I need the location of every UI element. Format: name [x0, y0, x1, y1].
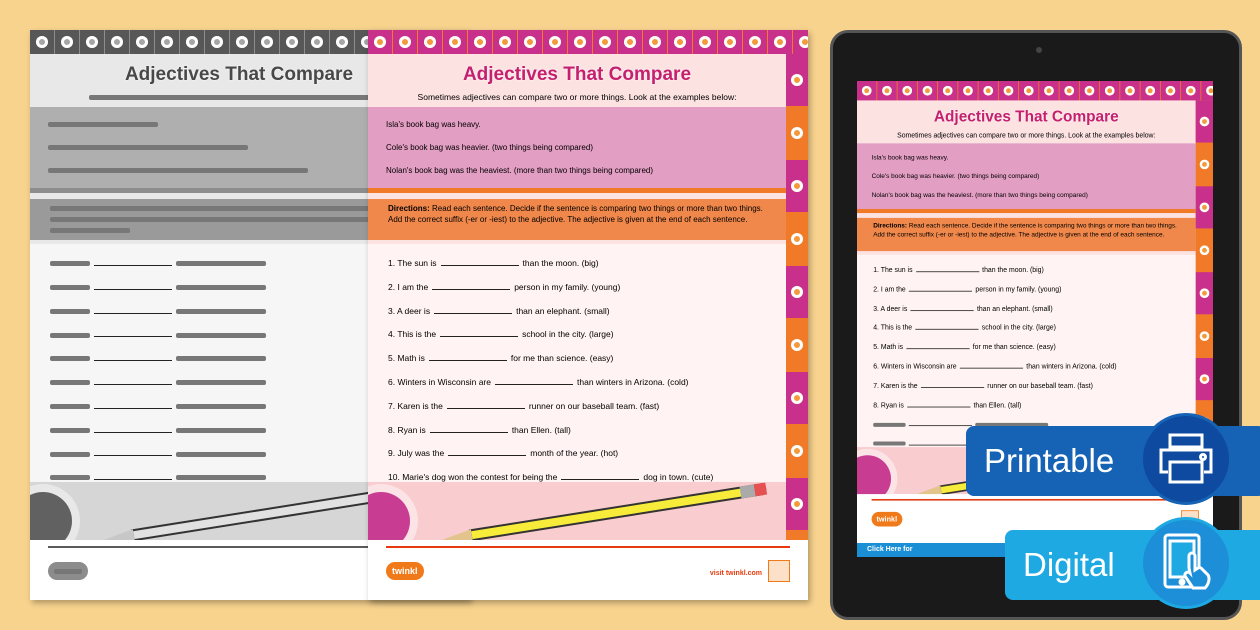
sun-tile: [1019, 81, 1038, 100]
tablet-touch-icon: [1140, 517, 1232, 609]
sun-tile: [30, 30, 54, 54]
sun-tile: [593, 30, 617, 54]
question-item: [873, 261, 1179, 280]
sun-tile: [1141, 81, 1160, 100]
answer-blank[interactable]: [960, 362, 1023, 368]
text-line-placeholder: [50, 404, 90, 409]
sun-tile: [443, 30, 467, 54]
sun-tile: [786, 213, 808, 265]
text-line-placeholder: [50, 309, 90, 314]
sun-tile: [786, 266, 808, 318]
twinkl-logo: twinkl: [386, 562, 424, 580]
sun-tile: [280, 30, 304, 54]
question-item: [388, 419, 766, 443]
text-line-placeholder: [48, 122, 158, 127]
text-line-placeholder: [176, 380, 266, 385]
question-item: [388, 395, 766, 419]
top-border: [368, 30, 808, 54]
question-number: 4.: [388, 329, 396, 340]
question-number: 10.: [388, 472, 400, 483]
question-after: dog in town. (cute): [643, 472, 714, 483]
question-after: than winters in Arizona. (cold): [577, 376, 689, 387]
answer-blank[interactable]: [94, 472, 172, 480]
question-before: Winters in Wisconsin are: [397, 376, 491, 387]
text-line-placeholder: [50, 333, 90, 338]
question-before: The sun is: [880, 265, 913, 274]
question-before: I am the: [880, 284, 906, 294]
sun-tile: [55, 30, 79, 54]
answer-blank[interactable]: [94, 377, 172, 385]
text-line-placeholder: [176, 309, 266, 314]
sun-tile: [1201, 81, 1213, 100]
text-line-placeholder: [48, 168, 308, 173]
text-line-placeholder: [176, 261, 266, 266]
text-line-placeholder: [176, 428, 266, 433]
printer-icon: [1140, 413, 1232, 505]
sun-tile: [786, 54, 808, 106]
worksheet-intro: Sometimes adjectives can compare two or more things. Look at the examples below:: [897, 131, 1156, 140]
answer-blank[interactable]: [921, 381, 984, 387]
text-line-placeholder: [176, 285, 266, 290]
text-line-placeholder: [176, 404, 266, 409]
worksheet-title: Adjectives That Compare: [124, 64, 354, 85]
answer-blank[interactable]: [94, 425, 172, 433]
question-item: [873, 299, 1179, 318]
sun-tile: [786, 319, 808, 371]
directions-box: [368, 199, 786, 244]
directions-label: Directions:: [873, 221, 908, 230]
sun-tile: [618, 30, 642, 54]
footer-art: [368, 482, 786, 540]
text-line-placeholder: [50, 228, 130, 233]
answer-blank[interactable]: [434, 306, 512, 314]
sun-tile: [999, 81, 1018, 100]
answer-blank[interactable]: [909, 420, 972, 426]
answer-blank[interactable]: [906, 343, 969, 349]
worksheet-intro: Sometimes adjectives can compare two or more things. Look at the examples below:: [417, 92, 737, 102]
question-number: 7.: [873, 381, 879, 390]
sun-tile: [1196, 358, 1213, 400]
quality-stamp-icon: [768, 560, 790, 582]
sun-tile: [518, 30, 542, 54]
question-after: person in my family. (young): [975, 284, 1062, 294]
text-line-placeholder: [176, 452, 266, 457]
pencil-icon: [469, 483, 767, 542]
sun-tile: [1196, 272, 1213, 314]
example-sentence: Isla's book bag was heavy.: [386, 120, 481, 129]
question-item: [873, 376, 1179, 395]
sun-tile: [898, 81, 917, 100]
question-before: Winters in Wisconsin are: [880, 362, 957, 371]
answer-blank[interactable]: [916, 266, 979, 272]
answer-blank[interactable]: [94, 448, 172, 456]
digital-label: Digital: [1023, 546, 1115, 583]
text-line-placeholder: [50, 428, 90, 433]
question-after: month of the year. (hot): [530, 448, 619, 459]
example-sentence: Nolan's book bag was the heaviest. (more than two things being compared): [871, 191, 1088, 199]
click-here-bar[interactable]: Click Here for: [857, 543, 1213, 557]
sun-tile: [543, 30, 567, 54]
camera-icon: [1036, 47, 1042, 53]
text-line-placeholder: [54, 569, 82, 574]
answer-blank[interactable]: [432, 282, 510, 290]
visit-link[interactable]: visit twinkl.com: [709, 570, 762, 577]
question-number: 3.: [873, 304, 879, 313]
question-list: [368, 244, 786, 498]
question-item: [388, 276, 766, 300]
sun-tile: [768, 30, 792, 54]
question-after: runner on our baseball team. (fast): [528, 400, 660, 411]
sun-tile: [330, 30, 354, 54]
question-number: 7.: [388, 400, 396, 411]
sun-tile: [1039, 81, 1058, 100]
question-number: 6.: [388, 376, 396, 387]
question-number: 2.: [388, 281, 396, 292]
directions-box: [857, 218, 1196, 254]
sun-tile: [1196, 100, 1213, 142]
worksheet-body: [368, 54, 786, 540]
text-line-placeholder: [50, 380, 90, 385]
sun-tile: [418, 30, 442, 54]
sun-tile: [786, 478, 808, 530]
question-before: Math is: [397, 353, 425, 364]
answer-blank[interactable]: [94, 282, 172, 290]
sun-tile: [368, 30, 392, 54]
sun-tile: [1196, 143, 1213, 185]
question-after: runner on our baseball team. (fast): [987, 381, 1093, 390]
divider: [386, 546, 790, 548]
question-item: [873, 280, 1179, 299]
sun-tile: [1196, 315, 1213, 357]
question-before: A deer is: [880, 304, 908, 313]
sun-tile: [668, 30, 692, 54]
sun-tile: [105, 30, 129, 54]
question-item: [388, 300, 766, 324]
question-after: than winters in Arizona. (cold): [1026, 362, 1117, 371]
sun-tile: [786, 425, 808, 477]
examples-box: [857, 143, 1196, 213]
answer-blank[interactable]: [447, 401, 525, 409]
sun-tile: [793, 30, 808, 54]
sun-tile: [938, 81, 957, 100]
sun-tile: [786, 107, 808, 159]
right-border: [786, 54, 808, 540]
answer-blank[interactable]: [561, 472, 639, 480]
sun-tile: [180, 30, 204, 54]
sun-tile: [786, 160, 808, 212]
sun-tile: [1161, 81, 1180, 100]
answer-blank[interactable]: [94, 329, 172, 337]
question-after: than an elephant. (small): [976, 304, 1053, 313]
answer-blank[interactable]: [909, 439, 972, 445]
sun-tile: [1181, 81, 1200, 100]
question-item: [388, 323, 766, 347]
sun-tile: [1080, 81, 1099, 100]
text-line-placeholder: [50, 217, 410, 222]
sun-tile: [155, 30, 179, 54]
sun-tile: [1060, 81, 1079, 100]
question-number: 1.: [388, 258, 396, 268]
question-after: than Ellen. (tall): [973, 400, 1022, 409]
question-after: person in my family. (young): [514, 281, 621, 292]
answer-blank[interactable]: [441, 258, 519, 266]
question-after: school in the city. (large): [522, 329, 614, 340]
sun-tile: [1196, 229, 1213, 271]
text-line-placeholder: [873, 423, 905, 427]
question-after: than Ellen. (tall): [511, 424, 571, 435]
question-number: 5.: [388, 353, 396, 364]
sun-tile: [979, 81, 998, 100]
sun-tile: [857, 81, 876, 100]
answer-blank[interactable]: [909, 285, 972, 291]
question-before: July was the: [397, 448, 445, 459]
text-line-placeholder: [873, 442, 905, 446]
question-before: Ryan is: [880, 400, 904, 409]
question-after: for me than science. (easy): [510, 353, 614, 364]
example-sentence: Nolan's book bag was the heaviest. (more than two things being compared): [386, 166, 654, 175]
question-before: Ryan is: [397, 424, 426, 435]
answer-blank[interactable]: [94, 306, 172, 314]
question-item: [388, 371, 766, 395]
question-before: The sun is: [397, 258, 437, 268]
examples-box: [368, 107, 786, 193]
question-after: than the moon. (big): [522, 258, 599, 268]
answer-blank[interactable]: [430, 425, 508, 433]
question-number: 8.: [388, 424, 396, 435]
question-before: A deer is: [397, 305, 431, 316]
sun-tile: [877, 81, 896, 100]
text-line-placeholder: [176, 475, 266, 480]
question-before: This is the: [880, 323, 913, 332]
sun-tile: [718, 30, 742, 54]
answer-blank[interactable]: [911, 304, 974, 310]
sun-tile: [1120, 81, 1139, 100]
sun-tile: [130, 30, 154, 54]
question-number: 5.: [873, 342, 879, 351]
answer-blank[interactable]: [495, 377, 573, 385]
question-item: [873, 396, 1179, 415]
sun-tile: [918, 81, 937, 100]
answer-blank[interactable]: [907, 401, 970, 407]
twinkl-logo: twinkl: [872, 512, 902, 527]
sun-tile: [958, 81, 977, 100]
sun-tile: [1196, 186, 1213, 228]
sun-tile: [305, 30, 329, 54]
sun-tile: [468, 30, 492, 54]
example-sentence: Isla's book bag was heavy.: [871, 153, 949, 162]
question-number: 8.: [873, 400, 879, 409]
text-line-placeholder: [50, 475, 90, 480]
sun-tile: [1100, 81, 1119, 100]
text-line-placeholder: [50, 356, 90, 361]
question-before: I am the: [397, 281, 429, 292]
question-item: [873, 357, 1179, 376]
twinkl-logo: [48, 562, 88, 580]
question-after: than the moon. (big): [982, 265, 1044, 274]
sun-tile: [693, 30, 717, 54]
answer-blank[interactable]: [94, 401, 172, 409]
directions-text: Read each sentence. Decide if the sentence is comparing two things or more than two things. Add the correct suffix (-er or -iest) to the adjective. The adjective is given at the end of each sentence.: [388, 204, 763, 224]
sun-tile: [743, 30, 767, 54]
text-line-placeholder: [48, 145, 248, 150]
worksheet-title: Adjectives That Compare: [933, 108, 1119, 126]
question-item: [388, 442, 766, 466]
question-number: 2.: [873, 284, 879, 294]
sun-tile: [393, 30, 417, 54]
question-before: Karen is the: [397, 400, 443, 411]
question-item: [388, 252, 766, 276]
sun-tile: [80, 30, 104, 54]
text-line-placeholder: [50, 206, 410, 211]
sun-tile: [568, 30, 592, 54]
question-number: 4.: [873, 323, 879, 332]
question-number: 6.: [873, 362, 879, 371]
worksheet-footer: [368, 540, 808, 600]
question-item: [388, 347, 766, 371]
answer-blank[interactable]: [94, 353, 172, 361]
question-number: 9.: [388, 448, 396, 459]
question-after: for me than science. (easy): [972, 342, 1056, 351]
answer-blank[interactable]: [429, 353, 507, 361]
text-line-placeholder: [50, 261, 90, 266]
directions-text: Read each sentence. Decide if the sentence is comparing two things or more than two things. Add the correct suffix (-er or -iest) to the adjective. The adjective is given at the end of each sentence.: [873, 221, 1177, 239]
text-line-placeholder: [50, 452, 90, 457]
sun-tile: [230, 30, 254, 54]
text-line-placeholder: [176, 333, 266, 338]
question-before: Math is: [880, 342, 904, 351]
answer-blank[interactable]: [448, 448, 526, 456]
worksheet-printable-color: [368, 30, 808, 600]
directions-label: Directions:: [388, 204, 430, 213]
example-sentence: Cole's book bag was heavier. (two things being compared): [386, 143, 593, 152]
question-before: Marie's dog won the contest for being the: [402, 472, 558, 483]
question-item: [873, 338, 1179, 357]
question-number: 1.: [873, 265, 879, 274]
divider: [872, 499, 1199, 501]
top-border: [857, 81, 1213, 100]
answer-blank[interactable]: [440, 329, 518, 337]
example-sentence: Cole's book bag was heavier. (two things being compared): [871, 172, 1040, 180]
text-line-placeholder: [176, 356, 266, 361]
question-before: This is the: [397, 329, 437, 340]
question-number: 3.: [388, 305, 396, 316]
sun-tile: [493, 30, 517, 54]
answer-blank[interactable]: [915, 324, 978, 330]
sun-tile: [205, 30, 229, 54]
text-line-placeholder: [50, 285, 90, 290]
question-after: than an elephant. (small): [516, 305, 610, 316]
question-item: [873, 319, 1179, 338]
sun-tile: [643, 30, 667, 54]
sun-tile: [786, 372, 808, 424]
answer-blank[interactable]: [94, 258, 172, 266]
worksheet-title: Adjectives That Compare: [462, 64, 692, 85]
question-before: Karen is the: [880, 381, 918, 390]
text-line-placeholder: [89, 95, 389, 100]
sun-tile: [255, 30, 279, 54]
printable-label: Printable: [984, 442, 1115, 479]
question-after: school in the city. (large): [981, 323, 1056, 332]
